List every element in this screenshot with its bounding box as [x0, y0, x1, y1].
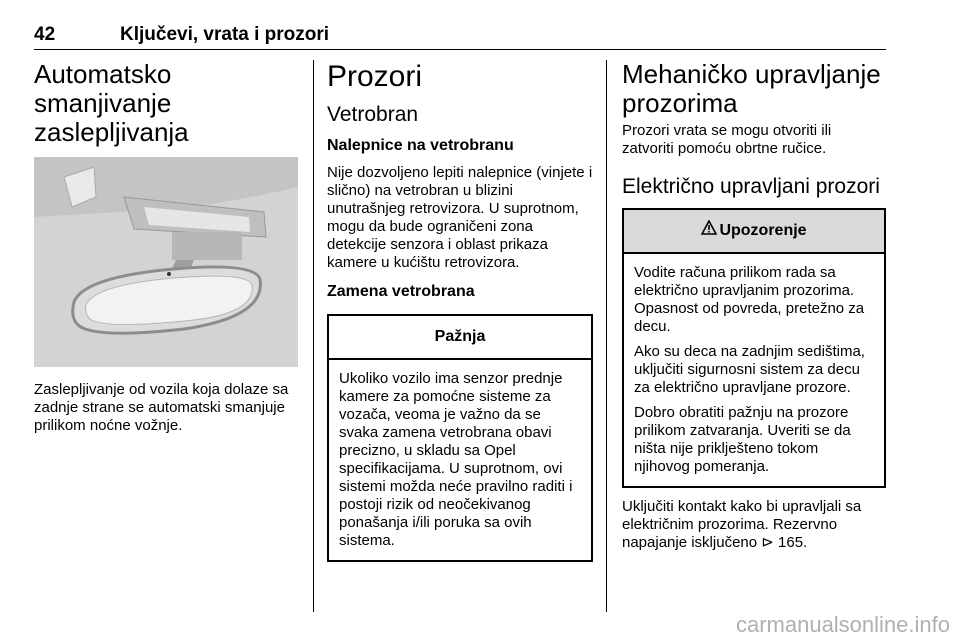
section-heading-windows: Prozori	[327, 60, 423, 93]
section-heading-manual-windows: Mehaničko upravljanje prozorima	[622, 59, 881, 118]
page-header	[34, 24, 886, 48]
warning-body	[624, 254, 884, 486]
subsection-stickers: Nalepnice na vetrobranu	[327, 137, 514, 154]
warning-triangle-icon	[701, 210, 717, 252]
rearview-mirror-illustration	[34, 157, 298, 367]
warning-paragraph-2: Ako su deca na zadnjim sedištima, uključiti sigurnosni sistem za decu za električno upravljane prozore.	[634, 343, 865, 396]
subheading-windscreen: Vetrobran	[327, 103, 419, 126]
manual-windows-paragraph: Prozori vrata se mogu otvoriti ili zatvoriti pomoću obrtne ručice.	[622, 122, 832, 157]
page-number: 42	[34, 24, 56, 45]
column-left	[34, 60, 300, 435]
notice-title: Pažnja	[329, 316, 591, 360]
section-heading-dimming: Automatsko smanjivanje zaslepljivanja	[34, 59, 189, 147]
running-title: Ključevi, vrata i prozori	[120, 24, 330, 45]
warning-paragraph-3: Dobro obratiti pažnju na prozore prilikom zatvaranja. Uveriti se da ništa nije priklješteno tokom njihovog pomeranja.	[634, 404, 851, 475]
page-reference-icon[interactable]: ⊳	[761, 534, 774, 551]
notice-box	[327, 314, 593, 562]
column-right	[622, 60, 886, 552]
subsection-replacement: Zamena vetrobrana	[327, 283, 475, 300]
notice-text: Ukoliko vozilo ima senzor prednje kamere za pomoćne sisteme za vozača, veoma je važno da se svaka zamena vetrobrana obavi precizno, u skladu sa Opel specifikacijama. U suprotnom, ovi sistemi možda neće pravilno raditi i postoji rizik od neočekivanog ponašanja i/ili poruka sa ovih sistema.	[339, 370, 573, 549]
warning-header	[624, 210, 884, 254]
power-windows-text: Uključiti kontakt kako bi upravljali sa električnim prozorima. Rezervno napajanje isključeno	[622, 498, 862, 551]
watermark: carmanualsonline.info	[735, 612, 950, 637]
header-rule	[34, 49, 886, 50]
mirror-photo	[34, 157, 298, 367]
warning-box	[622, 208, 886, 488]
warning-paragraph-1: Vodite računa prilikom rada sa električno upravljanim prozorima. Opasnost od povreda, pretežno za decu.	[634, 264, 865, 335]
section-heading-power-windows: Električno upravljani prozori	[622, 175, 880, 198]
column-divider	[313, 60, 314, 612]
warning-title: Upozorenje	[719, 222, 807, 240]
column-divider	[606, 60, 607, 612]
dimming-caption: Zaslepljivanje od vozila koja dolaze sa zadnje strane se automatski smanjuje prilikom noćne vožnje.	[34, 381, 289, 434]
column-middle	[327, 60, 593, 562]
notice-body	[329, 360, 591, 560]
page-reference[interactable]: 165.	[778, 534, 808, 551]
stickers-paragraph: Nije dozvoljeno lepiti nalepnice (vinjete i slično) na vetrobran u blizini unutrašnjeg retrovizora. U suprotnom, mogu da bude ograničeni zona detekcije senzora i oblast prikaza kamere u kućištu retrovizora.	[327, 164, 593, 271]
power-windows-paragraph	[622, 498, 886, 552]
